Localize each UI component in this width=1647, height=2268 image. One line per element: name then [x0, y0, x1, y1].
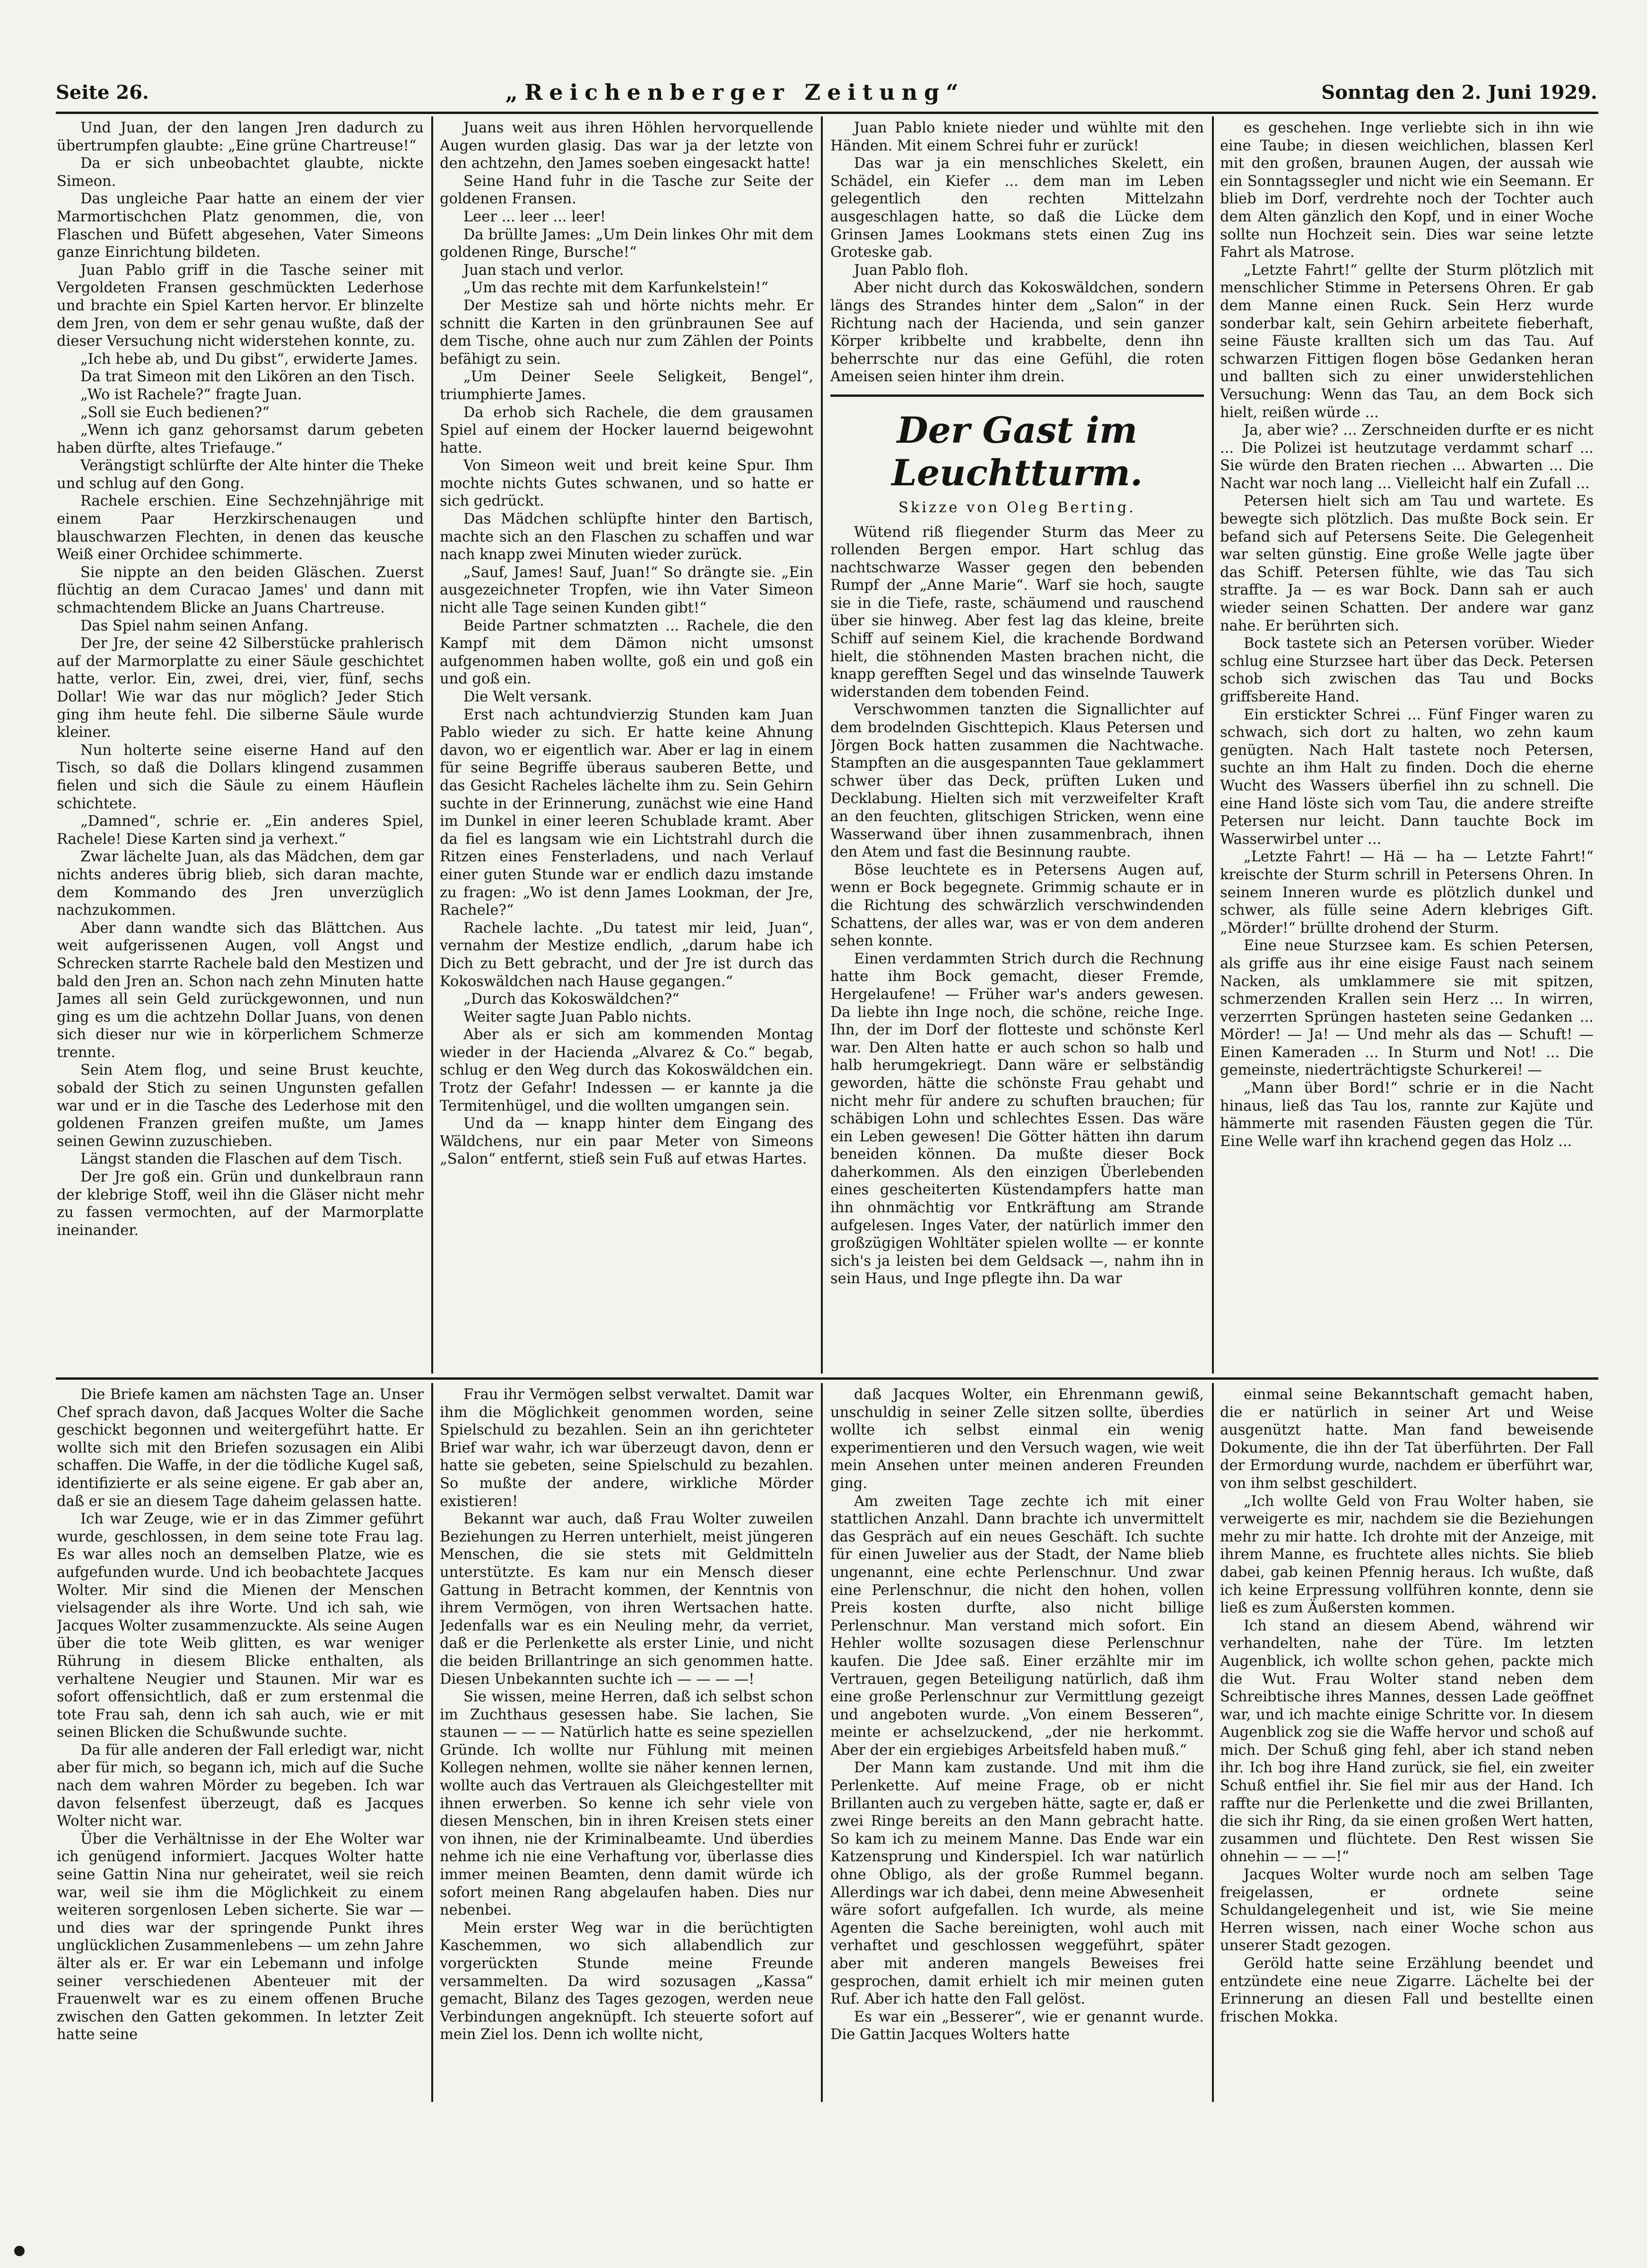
paragraph: Seine Hand fuhr in die Tasche zur Seite der goldenen Fransen.: [440, 173, 813, 208]
newspaper-title: „Reichenberger Zeitung“: [505, 79, 965, 105]
paragraph: Da für alle anderen der Fall erledigt war, nicht aber für mich, so begann ich, mich auf die Suche nach dem wahren Mörder zu begeben. Ich war davon felsenfest überzeugt, daß es Jacques Wolter nicht war.: [57, 1742, 424, 1830]
page-number: Seite 26.: [56, 81, 149, 104]
story-separator: [830, 394, 1204, 397]
column-divider: [431, 1383, 433, 2102]
section-rule: [56, 1377, 1598, 1380]
paragraph: Und da — knapp hinter dem Eingang des Wäldchens, nur ein paar Meter von Simeons „Salon“ entfernt, stieß sein Fuß auf etwas Hartes.: [440, 1115, 813, 1168]
story-byline: Skizze von Oleg Berting.: [898, 499, 1136, 516]
paragraph: Böse leuchtete es in Petersens Augen auf, wenn er Bock begegnete. Grimmig schaute er in die Richtung des schwärzlich verschwindenden Schattens, der alles war, was er von dem anderen sehen konnte.: [830, 861, 1204, 950]
article-column: [440, 1386, 813, 2101]
story-title: Der Gast im Leuchtturm.: [891, 409, 1143, 494]
paragraph: Längst standen die Flaschen auf dem Tisch.: [80, 1151, 402, 1168]
paragraph: Weiter sagte Juan Pablo nichts.: [463, 1008, 692, 1025]
paragraph: „Wo ist Rachele?“ fragte Juan.: [80, 386, 302, 403]
punch-hole-mark: [14, 2246, 25, 2256]
paragraph: „Ich hebe ab, und Du gibst“, erwiderte James.: [80, 350, 418, 368]
paragraph: Am zweiten Tage zechte ich mit einer stattlichen Anzahl. Dann brachte ich unvermittelt das Gespräch auf ein neues Geschäft. Ich suchte für einen Juwelier aus der Stadt, der Name blieb ungenannt, eine echte Perlenschnur. Und zwar eine Perlenschnur, die nicht den hohen, vollen Preis kosten durfte, also nicht billige Perlenschnur. Man verstand mich sofort. Ein Hehler wollte sozusagen diese Perlenschnur kaufen. Die Jdee saß. Einer erzählte mir im Vertrauen, gegen Beteiligung natürlich, daß ihm eine große Perlenschnur zur Vermittlung gezeigt und angeboten wurde. „Von einem Besseren“, meinte er achselzuckend, „der nie herkommt. Aber der ein ergiebiges Arbeitsfeld haben muß.“: [830, 1493, 1204, 1759]
paragraph: Es war ein „Besserer“, wie er genannt wurde. Die Gattin Jacques Wolters hatte: [830, 2008, 1204, 2043]
page-header: [56, 76, 1597, 109]
article-column: [440, 119, 813, 1375]
paragraph: Juan Pablo kniete nieder und wühlte mit den Händen. Mit einem Schrei fuhr er zurück!: [830, 120, 1204, 154]
paragraph: Die Briefe kamen am nächsten Tage an. Unser Chef sprach davon, daß Jacques Wolter die Sache geschickt begonnen und weitergeführt hatte. Er wollte sich mit den Briefen sozusagen ein Alibi schaffen. Die Waffe, in der die tödliche Kugel saß, identifizierte er als seine eigene. Er gab aber an, daß er sie an diesem Tage daheim gelassen hatte.: [57, 1386, 424, 1510]
paragraph: Verängstigt schlürfte der Alte hinter die Theke und schlug auf den Gong.: [57, 457, 424, 492]
paragraph: Von Simeon weit und breit keine Spur. Ihm mochte nichts Gutes schwanen, und so hatte er sich gedrückt.: [440, 457, 813, 510]
paragraph: daß Jacques Wolter, ein Ehrenmann gewiß, unschuldig in seiner Zelle sitzen sollte, überdies wollte ich selbst einmal ein wenig experimentieren und den Versuch wagen, wie weit mein Ansehen unter meinen anderen Freunden ging.: [830, 1386, 1204, 1492]
paragraph: Ich war Zeuge, wie er in das Zimmer geführt wurde, geschlossen, in dem seine tote Frau lag. Es war alles noch an demselben Platze, wie es aufgefunden wurde. Und ich beobachtete Jacques Wolter. Mir sind die Mienen der Menschen vielsagender als ihre Worte. Und ich sah, wie Jacques Wolter zusammenzuckte. Als seine Augen über die tote Weib glitten, es war weniger Rührung in diesem Blicke enthalten, als verhaltene Neugier und Staunen. Mir war es sofort offensichtlich, daß er zum erstenmal die tote Frau sah, denn ich sah auch, wie er mit seinen Blicken die Schußwunde suchte.: [57, 1511, 424, 1741]
paragraph: Rachele lachte. „Du tatest mir leid, Juan“, vernahm der Mestize endlich, „darum habe ich Dich zu Bett gebracht, und der Jre ist durch das Kokoswäldchen nach Hause gegangen.“: [440, 919, 813, 990]
paragraph: „Soll sie Euch bedienen?“: [80, 404, 270, 421]
paragraph: Juans weit aus ihren Höhlen hervorquellende Augen wurden glasig. Das war ja der letzte von den achtzehn, den James soeben eingesackt hatte!: [440, 120, 813, 172]
article-column: [57, 1386, 424, 2101]
paragraph: Jacques Wolter wurde noch am selben Tage freigelassen, er ordnete seine Schuldangelegenheit und ist, wie Sie meine Herren wissen, nach einer Woche schon aus unserer Stadt gezogen.: [1220, 1866, 1594, 1954]
column-divider: [431, 116, 433, 1374]
paragraph: Bock tastete sich an Petersen vorüber. Wieder schlug eine Sturzsee hart über das Deck. Petersen schob sich zwischen das Tau und Bocks griffsbereite Hand.: [1220, 635, 1594, 705]
paragraph: Juan stach und verlor.: [463, 262, 624, 279]
paragraph: Der Jre goß ein. Grün und dunkelbraun rann der klebrige Stoff, weil ihn die Gläser nicht mehr zu fassen vermochten, auf der Marmorplatte ineinander.: [57, 1169, 424, 1239]
paragraph: Beide Partner schmatzten ... Rachele, die den Kampf mit dem Dämon nicht umsonst aufgenommen haben wollte, goß ein und goß ein und goß ein.: [440, 617, 813, 688]
paragraph: „Sauf, James! Sauf, Juan!“ So drängte sie. „Ein ausgezeichneter Tropfen, wie ihn Vater Simeon nicht alle Tage seinen Kunden gibt!“: [440, 564, 813, 617]
article-column: [1220, 119, 1594, 1375]
paragraph: Geröld hatte seine Erzählung beendet und entzündete eine neue Zigarre. Lächelte bei der Erinnerung an diesen Fall und bestellte einen frischen Mokka.: [1220, 1955, 1594, 2025]
paragraph: Da er sich unbeobachtet glaubte, nickte Simeon.: [57, 155, 424, 190]
paragraph: „Mann über Bord!“ schrie er in die Nacht hinaus, ließ das Tau los, rannte zur Kajüte und hämmerte mit rasenden Fäusten gegen die Tür. Eine Welle warf ihn krachend gegen das Holz ...: [1220, 1080, 1594, 1150]
paragraph: Erst nach achtundvierzig Stunden kam Juan Pablo wieder zu sich. Er hatte keine Ahnung davon, wo er eigentlich war. Aber er lag in einem für seine Begriffe überaus sauberen Bette, und das Gesicht Racheles lächelte ihm zu. Sein Gehirn suchte in der Erinnerung, zunächst wie eine Hand im Dunkel in einer leeren Schublade kramt. Aber da fiel es langsam wie ein Lichtstrahl durch die Ritzen eines Fensterladens, und nach Verlauf einer guten Stunde war er endlich dazu imstande zu fragen: „Wo ist denn James Lookman, der Jre, Rachele?“: [440, 706, 813, 919]
paragraph: Das Mädchen schlüpfte hinter den Bartisch, machte sich an den Flaschen zu schaffen und war nach knapp zwei Minuten wieder zurück.: [440, 511, 813, 563]
paragraph: es geschehen. Inge verliebte sich in ihn wie eine Taube; in diesen weichlichen, blassen Kerl mit den großen, braunen Augen, der aussah wie ein Sonntagssegler und nicht wie ein Seemann. Er blieb im Dorf, verdrehte noch der Tochter auch dem Alten gänzlich den Kopf, und in einer Woche sollte nun Hochzeit sein. Dies war seine letzte Fahrt als Matrose.: [1220, 120, 1594, 261]
paragraph: Die Welt versank.: [463, 689, 593, 705]
paragraph: „Letzte Fahrt! — Hä — ha — Letzte Fahrt!“ kreischte der Sturm schrill in Petersens Ohren. In seinem Inneren wurde es plötzlich dunkel und schwer, als fülle seine Adern klebriges Gift. „Mörder!“ brüllte drohend der Sturm.: [1220, 849, 1594, 937]
paragraph: Über die Verhältnisse in der Ehe Wolter war ich genügend informiert. Jacques Wolter hatte seine Gattin Nina nur geheiratet, weil sie reich war, weil sie ihm die Möglichkeit zu einem weiteren sorgenlosen Leben sicherte. Sie war — und dies war der springende Punkt ihres unglücklichen Zusammenlebens — um zehn Jahre älter als er. Er war ein Lebemann und infolge seiner verschiedenen Abenteuer mit der Frauenwelt war es zu einem offenen Bruche zwischen den Gatten gekommen. In letzter Zeit hatte seine: [57, 1830, 424, 2043]
paragraph: Petersen hielt sich am Tau und wartete. Es bewegte sich plötzlich. Das mußte Bock sein. Er befand sich auf Petersens Seite. Die Gelegenheit war selten günstig. Eine große Welle jagte über das Schiff. Petersen fühlte, wie das Tau sich straffte. Ja — es war Bock. Dann sah er auch wieder seinen Schatten. Der andere war ganz nahe. Er berührten sich.: [1220, 493, 1594, 634]
paragraph: „Letzte Fahrt!“ gellte der Sturm plötzlich mit menschlicher Stimme in Petersens Ohren. Er gab dem Manne einen Ruck. Sein Herz wurde sonderbar kalt, sein Gehirn arbeitete fieberhaft, seine Fäuste krallten sich um das Tau. Auf schwarzen Fittigen flogen böse Gedanken heran und ballten sich zu einer unwiderstehlichen Versuchung: Wenn das Tau, an dem Bock sich hielt, reißen würde ...: [1220, 262, 1594, 421]
column-divider: [821, 1383, 823, 2102]
paragraph: „Ich wollte Geld von Frau Wolter haben, sie verweigerte es mir, nachdem sie die Beziehungen mehr zu mir hatte. Ich drohte mit der Anzeige, mit ihrem Manne, es fruchtete alles nichts. Sie blieb dabei, gab keinen Pfennig heraus. Ich wußte, daß ich keine Erpressung vollführen konnte, denn sie ließ es zum Äußersten kommen.: [1220, 1493, 1594, 1617]
paragraph: Ein erstickter Schrei ... Fünf Finger waren zu schwach, sich dort zu halten, wo zehn kaum genügten. Nach Halt tastete noch Petersen, suchte an ihm Halt zu finden. Doch die eherne Wucht des Wassers überfiel ihn zu schnell. Die eine Hand löste sich vom Tau, die andere streifte Petersen nur leicht. Dann tauchte Bock im Wasserwirbel unter ...: [1220, 706, 1594, 848]
paragraph: Der Mann kam zustande. Und mit ihm die Perlenkette. Auf meine Frage, ob er nicht Brillanten auch zu vergeben hätte, sagte er, daß er zwei Ringe bereits an den Mann gebracht hatte. So kam ich zu meinem Manne. Das Ende war ein Katzensprung und Kinderspiel. Ich war natürlich ohne Obligo, als der große Rummel begann. Allerdings war ich dabei, denn meine Abwesenheit wäre sofort aufgefallen. Ich wurde, als meine Agenten die Sache bereinigten, wohl auch mit verhaftet und geschlossen weggeführt, später aber mit anderen mangels Beweises frei gesprochen, damit erhielt ich mir meinen guten Ruf. Aber ich hatte den Fall gelöst.: [830, 1760, 1204, 2008]
article-column: [1220, 1386, 1594, 2101]
paragraph: Aber dann wandte sich das Blättchen. Aus weit aufgerissenen Augen, voll Angst und Schrecken starrte Rachele bald den Mestizen und bald den Jren an. Schon nach zehn Minuten hatte James all sein Geld zurückgewonnen, und nun ging es um die achtzehn Dollar Juans, von denen sich dieser nur wie in körperlichem Schmerze trennte.: [57, 919, 424, 1061]
paragraph: Da brüllte James: „Um Dein linkes Ohr mit dem goldenen Ringe, Bursche!“: [440, 226, 813, 261]
paragraph: Ich stand an diesem Abend, während wir verhandelten, nahe der Türe. Im letzten Augenblick, ich wollte schon gehen, packte mich die Wut. Frau Wolter stand neben dem Schreibtische ihres Mannes, dessen Lade geöffnet war, und ich machte einige Schritte vor. In diesem Augenblick zog sie die Waffe hervor und schoß auf mich. Der Schuß ging fehl, aber ich stand neben ihr. Ich bog ihre Hand zurück, sie fiel, ein zweiter Schuß entfiel ihr. Sie fiel mir aus der Hand. Ich raffte nur die Perlenkette und die zwei Brillanten, die sich ihr Ring, da sie einen großen Wert hatten, zusammen und flüchtete. Den Rest wissen Sie ohnehin — — —!“: [1220, 1617, 1594, 1865]
paragraph: Aber als er sich am kommenden Montag wieder in der Hacienda „Alvarez & Co.“ begab, schlug er den Weg durch das Kokoswäldchen ein. Trotz der Gefahr! Indessen — er kannte ja die Termitenhügel, und die wollten umgangen sein.: [440, 1026, 813, 1114]
paragraph: Verschwommen tanzten die Signallichter auf dem brodelnden Gischttepich. Klaus Petersen und Jörgen Bock hatten zusammen die Nachtwache. Stampften an die ausgespannten Taue geklammert schwer über das Deck, prüften Luken und Decklabung. Hielten sich mit verzweifelter Kraft an den feuchten, glitschigen Stricken, wenn eine Wasserwand über ihnen zusammenbrach, ihnen den Atem und fast die Besinnung raubte.: [830, 701, 1204, 861]
paragraph: „Um das rechte mit dem Karfunkelstein!“: [463, 280, 768, 297]
paragraph: Rachele erschien. Eine Sechzehnjährige mit einem Paar Herzkirschenaugen und blauschwarzen Flechten, in denen das keusche Weiß einer Orchidee schimmerte.: [57, 493, 424, 563]
column-divider: [1212, 116, 1214, 1374]
paragraph: Das war ja ein menschliches Skelett, ein Schädel, ein Kiefer ... dem man im Leben gelegentlich den rechten Mittelzahn ausgeschlagen hatte, so daß die Lücke dem Grinsen James Lookmans stets einen Zug ins Groteske gab.: [830, 155, 1204, 261]
paragraph: Der Mestize sah und hörte nichts mehr. Er schnitt die Karten in den grünbraunen See auf dem Tische, ohne auch nur zum Zählen der Points befähigt zu sein.: [440, 297, 813, 368]
paragraph: Da erhob sich Rachele, die dem grausamen Spiel auf einem der Hocker lauernd beigewohnt hatte.: [440, 404, 813, 456]
issue-date: Sonntag den 2. Juni 1929.: [1321, 81, 1597, 104]
article-column: [830, 119, 1204, 1375]
article-column: [57, 119, 424, 1375]
paragraph: „Durch das Kokoswäldchen?“: [463, 991, 680, 1008]
article-column: [830, 1386, 1204, 2101]
paragraph: Eine neue Sturzsee kam. Es schien Petersen, als griffe aus ihr eine eisige Faust nach seinem Nacken, als umklammere sie mit spitzen, schmerzenden Krallen sein Herz ... In wirren, verzerrten Sprüngen hasteten seine Gedanken ... Mörder! — Ja! — Und mehr als das — Schuft! — Einen Kameraden ... In Sturm und Not! ... Die gemeinste, niederträchtigste Schurkerei! —: [1220, 937, 1594, 1079]
paragraph: Das ungleiche Paar hatte an einem der vier Marmortischchen Platz genommen, die, von Flaschen und Büfett abgesehen, Vater Simeons ganze Einrichtung bildeten.: [57, 191, 424, 261]
paragraph: Sie wissen, meine Herren, daß ich selbst schon im Zuchthaus gesessen habe. Sie lachen, Sie staunen — — — Natürlich hatte es seine speziellen Gründe. Ich wollte nur Fühlung mit meinen Kollegen nehmen, wollte sie näher kennen lernen, wollte auch das Vertrauen als Gleichgestellter mit ihnen erwerben. So kenne ich sehr viele von diesen Menschen, bin in ihren Kreisen stets einer von ihnen, nie der Kriminalbeamte. Und überdies nehme ich nie eine Verhaftung vor, überlasse dies immer meinen Beamten, denn damit würde ich sofort meinen Rang abgelaufen haben. Dies nur nebenbei.: [440, 1689, 813, 1919]
paragraph: einmal seine Bekanntschaft gemacht haben, die er natürlich in seiner Art und Weise ausgenützt hatte. Man fand beweisende Dokumente, die ihn der Tat überführten. Der Fall der Ermordung wurde, nachdem er überführt war, von ihm selbst geschildert.: [1220, 1386, 1594, 1492]
paragraph: Leer ... leer ... leer!: [463, 208, 606, 225]
article-continuation: [830, 119, 1204, 386]
paragraph: Ja, aber wie? ... Zerschneiden durfte er es nicht ... Die Polizei ist heutzutage verdammt scharf ... Sie würde den Braten riechen ... Abwarten ... Die Nacht war noch lang ... Vielleicht half ein Zufall ...: [1220, 422, 1594, 492]
paragraph: Aber nicht durch das Kokoswäldchen, sondern längs des Strandes hinter dem „Salon“ in der Richtung nach der Hacienda, und sein ganzer Körper kribbelte und krabbelte, denn ihn beherrschte nur das eine Gefühl, die roten Ameisen seien hinter ihm drein.: [830, 280, 1204, 385]
paragraph: Einen verdammten Strich durch die Rechnung hatte ihm Bock gemacht, dieser Fremde, Hergelaufene! — Früher war's anders gewesen. Da liebte ihn Inge noch, die schöne, reiche Inge. Ihn, der im Dorf der flotteste und schönste Kerl war. Den Alten hatte er auch schon so halb und halb herumgekriegt. Dann wäre er selbständig geworden, hätte die schönste Frau gehabt und nicht mehr für andere zu schuften brauchen; für schäbigen Lohn und schlechtes Essen. Das wäre ein Leben gewesen! Die Götter hätten ihn darum beneiden können. Da mußte dieser Bock daherkommen. Als den einzigen Überlebenden eines gescheiterten Küstendampfers hatte man ihn ohnmächtig vor Entkräftung am Strande aufgelesen. Inges Vater, der natürlich immer den großzügigen Wohltäter spielen wollte — er konnte sich's ja leisten bei dem Geldsack —, nahm ihn in sein Haus, und Inge pflegte ihn. Da war: [830, 950, 1204, 1287]
paragraph: Sein Atem flog, und seine Brust keuchte, sobald der Stich zu seinen Ungunsten gefallen war und er in die Tasche des Lederhose mit den goldenen Franzen greifen mußte, um James seinen Gewinn zuzuschieben.: [57, 1062, 424, 1150]
story-body: [830, 524, 1204, 1288]
paragraph: Das Spiel nahm seinen Anfang.: [80, 617, 309, 634]
column-divider: [1212, 1383, 1214, 2102]
paragraph: Wütend riß fliegender Sturm das Meer zu rollenden Bergen empor. Hart schlug das nachtschwarze Wasser gegen den bebenden Rumpf der „Anne Marie“. Warf sie hoch, saugte sie in die Tiefe, raste, schäumend und rauschend über sie hinweg. Aber fest lag das kleine, breite Schiff auf seinem Kiel, die krachende Bordwand hielt, die stöhnenden Masten brachen nicht, die knapp gerefften Segel und das winselnde Tauwerk widerstanden dem tobenden Feind.: [830, 524, 1204, 701]
paragraph: „Um Deiner Seele Seligkeit, Bengel“, triumphierte James.: [440, 368, 813, 403]
paragraph: Bekannt war auch, daß Frau Wolter zuweilen Beziehungen zu Herren unterhielt, meist jüngeren Menschen, die sie stets mit Geldmitteln unterstützte. Es kam nur ein Mensch dieser Gattung in Betracht kommen, der Kenntnis von ihrem Vermögen, von ihren Wertsachen hatte. Jedenfalls war es ein Neuling mehr, da verriet, daß er die Perlenkette als erster Linie, und nicht die beiden Brillantringe an sich genommen hatte. Diesen Unbekannten suchte ich — — — —!: [440, 1511, 813, 1688]
paragraph: Juan Pablo floh.: [854, 262, 969, 279]
paragraph: Sie nippte an den beiden Gläschen. Zuerst flüchtig an dem Curacao James' und dann mit schmachtendem Blicke an Juans Chartreuse.: [57, 564, 424, 617]
paragraph: Juan Pablo griff in die Tasche seiner mit Vergoldeten Fransen geschmückten Lederhose und brachte ein Spiel Karten hervor. Er blinzelte dem Jren, von dem er sehr genau wußte, daß der dieser Versuchung nicht widerstehen konnte, zu.: [57, 262, 424, 350]
paragraph: Und Juan, der den langen Jren dadurch zu übertrumpfen glaubte: „Eine grüne Chartreuse!“: [57, 120, 424, 154]
header-rule: [56, 112, 1598, 114]
paragraph: Frau ihr Vermögen selbst verwaltet. Damit war ihm die Möglichkeit genommen worden, seine Spielschuld zu bezahlen. Sein an ihn gerichteter Brief war wahr, ich war überzeugt davon, denn er hatte sie gebeten, seine Spielschuld zu bezahlen. So mußte der andere, wirkliche Mörder existieren!: [440, 1386, 813, 1510]
paragraph: Nun holterte seine eiserne Hand auf den Tisch, so daß die Dollars klingend zusammen fielen und sich die Säule zu einem Häuflein schichtete.: [57, 742, 424, 812]
paragraph: Mein erster Weg war in die berüchtigten Kaschemmen, wo sich allabendlich zur vorgerückten Stunde meine Freunde versammelten. Da wird sozusagen „Kassa“ gemacht, Bilanz des Tages gezogen, werden neue Verbindungen angeknüpft. Ich steuerte sofort auf mein Ziel los. Denn ich wollte nicht,: [440, 1919, 813, 2043]
paragraph: Der Jre, der seine 42 Silberstücke prahlerisch auf der Marmorplatte zu einer Säule geschichtet hatte, verlor. Ein, zwei, drei, vier, fünf, sechs Dollar! Wie war das nur möglich? Jeder Stich ging ihm heute fehl. Die silberne Säule wurde kleiner.: [57, 635, 424, 741]
paragraph: Zwar lächelte Juan, als das Mädchen, dem gar nichts anderes übrig blieb, sich daran machte, dem Kommando des Jren unverzüglich nachzukommen.: [57, 849, 424, 919]
column-divider: [821, 116, 823, 1374]
paragraph: „Wenn ich ganz gehorsamst darum gebeten haben dürfte, altes Triefauge.“: [57, 422, 424, 456]
paragraph: Da trat Simeon mit den Likören an den Tisch.: [80, 368, 415, 385]
paragraph: „Damned“, schrie er. „Ein anderes Spiel, Rachele! Diese Karten sind ja verhext.“: [57, 813, 424, 848]
